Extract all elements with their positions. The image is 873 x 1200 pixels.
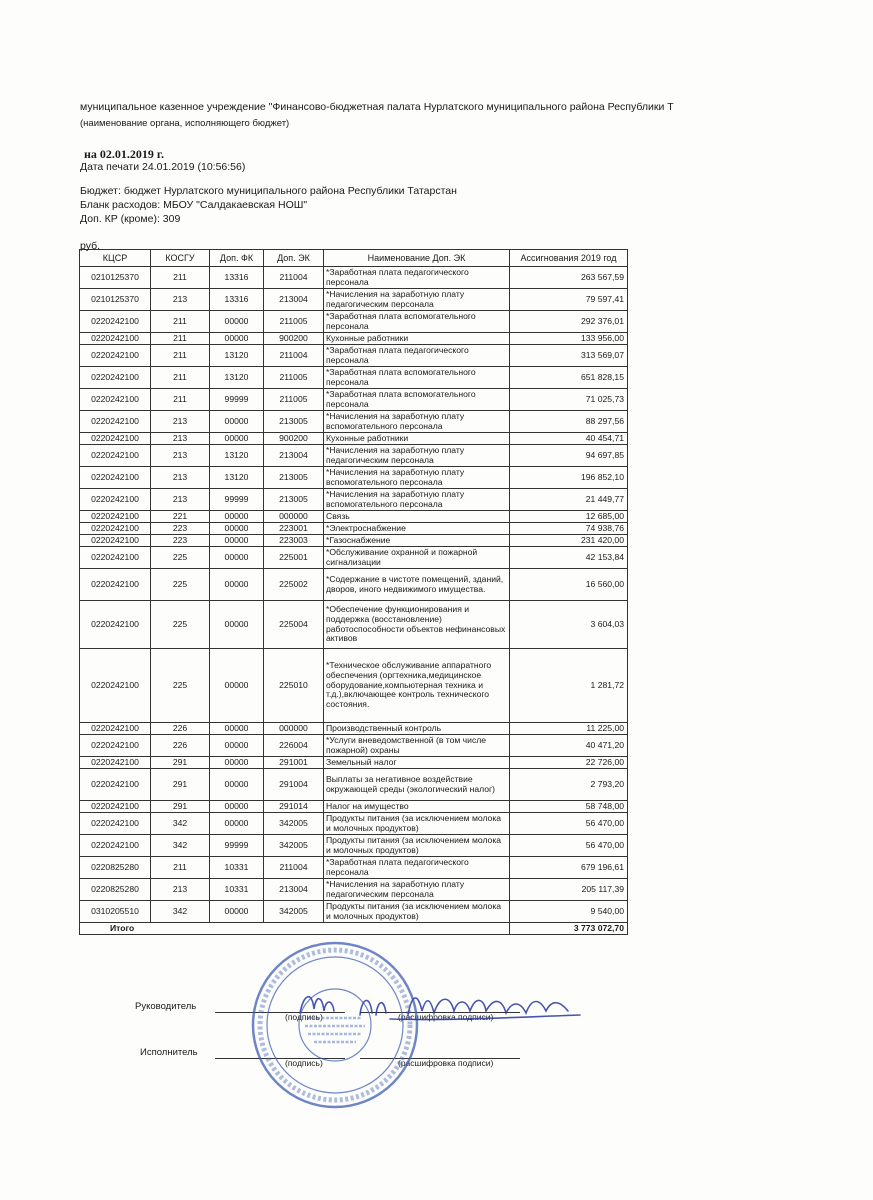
report-date: на 02.01.2019 г. <box>84 147 165 161</box>
cell-name: *Услуги вневедомственной (в том числе пожарной) охраны <box>324 735 510 757</box>
cell-kcsr: 0220242100 <box>80 445 151 467</box>
cell-dop-fk: 00000 <box>210 535 264 547</box>
cell-kosgu: 291 <box>151 757 210 769</box>
table-row <box>80 723 628 735</box>
cell-dop-ek: 213004 <box>264 445 324 467</box>
cell-dop-fk: 00000 <box>210 801 264 813</box>
cell-kosgu: 213 <box>151 467 210 489</box>
cell-dop-ek: 225001 <box>264 547 324 569</box>
col-kosgu: КОСГУ <box>151 250 210 267</box>
cell-kosgu: 342 <box>151 813 210 835</box>
cell-dop-fk: 99999 <box>210 835 264 857</box>
table-row <box>80 601 628 649</box>
cell-dop-fk: 13120 <box>210 467 264 489</box>
official-seal <box>250 940 420 1110</box>
table-row <box>80 511 628 523</box>
cell-kcsr: 0220242100 <box>80 569 151 601</box>
cell-dop-fk: 00000 <box>210 569 264 601</box>
cell-kcsr: 0220242100 <box>80 813 151 835</box>
cell-dop-fk: 13316 <box>210 267 264 289</box>
table-row <box>80 489 628 511</box>
exec-decode-hint: (расшифровка подписи) <box>398 1058 494 1068</box>
cell-name: *Начисления на заработную плату педагогическим персонала <box>324 879 510 901</box>
cell-dop-fk: 13316 <box>210 289 264 311</box>
cell-amount: 205 117,39 <box>510 879 628 901</box>
cell-amount: 9 540,00 <box>510 901 628 923</box>
exec-sign-hint: (подпись) <box>285 1058 323 1068</box>
cell-kcsr: 0220242100 <box>80 333 151 345</box>
cell-dop-fk: 00000 <box>210 511 264 523</box>
cell-dop-fk: 00000 <box>210 601 264 649</box>
table-row <box>80 433 628 445</box>
org-name: муниципальное казенное учреждение "Финансово-бюджетная палата Нурлатского муниципального района Республики Т <box>80 101 674 113</box>
org-subtitle: (наименование органа, исполняющего бюджет) <box>80 118 290 129</box>
col-amount: Ассигнования 2019 год <box>510 250 628 267</box>
kr-line: Доп. КР (кроме): 309 <box>80 213 181 225</box>
table-row <box>80 879 628 901</box>
cell-name: *Начисления на заработную плату вспомогательного персонала <box>324 411 510 433</box>
cell-dop-fk: 13120 <box>210 345 264 367</box>
cell-name: Налог на имущество <box>324 801 510 813</box>
cell-kosgu: 221 <box>151 511 210 523</box>
cell-kosgu: 223 <box>151 535 210 547</box>
cell-kcsr: 0220242100 <box>80 411 151 433</box>
cell-kcsr: 0220825280 <box>80 879 151 901</box>
col-dop-fk: Доп. ФК <box>210 250 264 267</box>
total-value: 3 773 072,70 <box>510 923 628 935</box>
cell-amount: 3 604,03 <box>510 601 628 649</box>
cell-name: *Начисления на заработную плату вспомогательного персонала <box>324 489 510 511</box>
cell-amount: 292 376,01 <box>510 311 628 333</box>
cell-dop-ek: 213005 <box>264 489 324 511</box>
cell-amount: 79 597,41 <box>510 289 628 311</box>
cell-kcsr: 0220242100 <box>80 649 151 723</box>
cell-name: *Заработная плата вспомогательного персонала <box>324 389 510 411</box>
cell-name: *Заработная плата вспомогательного персонала <box>324 367 510 389</box>
cell-dop-fk: 00000 <box>210 523 264 535</box>
cell-kosgu: 211 <box>151 311 210 333</box>
table-row <box>80 901 628 923</box>
cell-name: *Содержание в чистоте помещений, зданий, дворов, иного недвижимого имущества. <box>324 569 510 601</box>
cell-dop-ek: 291004 <box>264 769 324 801</box>
cell-kosgu: 225 <box>151 547 210 569</box>
cell-dop-ek: 213004 <box>264 879 324 901</box>
print-date: Дата печати 24.01.2019 (10:56:56) <box>80 161 246 173</box>
cell-kcsr: 0310205510 <box>80 901 151 923</box>
blank-line: Бланк расходов: МБОУ "Салдакаевская НОШ" <box>80 199 308 211</box>
cell-dop-ek: 223001 <box>264 523 324 535</box>
cell-dop-fk: 00000 <box>210 547 264 569</box>
cell-kcsr: 0220242100 <box>80 769 151 801</box>
cell-name: *Начисления на заработную плату педагогическим персонала <box>324 445 510 467</box>
cell-dop-fk: 00000 <box>210 433 264 445</box>
table-row <box>80 569 628 601</box>
cell-kcsr: 0220242100 <box>80 735 151 757</box>
cell-kosgu: 342 <box>151 835 210 857</box>
cell-kosgu: 211 <box>151 267 210 289</box>
cell-dop-ek: 342005 <box>264 901 324 923</box>
cell-kosgu: 211 <box>151 389 210 411</box>
cell-name: *Заработная плата педагогического персонала <box>324 857 510 879</box>
cell-kcsr: 0220242100 <box>80 433 151 445</box>
executor-label: Исполнитель <box>140 1047 198 1058</box>
appropriations-table <box>79 249 628 935</box>
handwritten-signature <box>290 985 590 1025</box>
cell-amount: 196 852,10 <box>510 467 628 489</box>
cell-dop-ek: 211004 <box>264 345 324 367</box>
cell-dop-fk: 10331 <box>210 879 264 901</box>
table-row <box>80 857 628 879</box>
cell-kcsr: 0220242100 <box>80 523 151 535</box>
cell-kosgu: 226 <box>151 723 210 735</box>
cell-amount: 263 567,59 <box>510 267 628 289</box>
cell-kosgu: 213 <box>151 433 210 445</box>
table-row <box>80 835 628 857</box>
table-row <box>80 289 628 311</box>
cell-kosgu: 291 <box>151 769 210 801</box>
table-row <box>80 267 628 289</box>
table-row <box>80 333 628 345</box>
cell-kcsr: 0220242100 <box>80 389 151 411</box>
cell-amount: 58 748,00 <box>510 801 628 813</box>
cell-amount: 74 938,76 <box>510 523 628 535</box>
table-row <box>80 535 628 547</box>
cell-name: Производственный контроль <box>324 723 510 735</box>
cell-dop-fk: 13120 <box>210 367 264 389</box>
cell-name: Связь <box>324 511 510 523</box>
cell-dop-ek: 342005 <box>264 813 324 835</box>
cell-dop-ek: 291014 <box>264 801 324 813</box>
cell-amount: 56 470,00 <box>510 813 628 835</box>
table-row <box>80 345 628 367</box>
cell-amount: 40 454,71 <box>510 433 628 445</box>
cell-kcsr: 0220242100 <box>80 757 151 769</box>
cell-dop-ek: 342005 <box>264 835 324 857</box>
table-header <box>80 250 628 267</box>
cell-amount: 40 471,20 <box>510 735 628 757</box>
cell-amount: 22 726,00 <box>510 757 628 769</box>
cell-amount: 56 470,00 <box>510 835 628 857</box>
cell-dop-ek: 213004 <box>264 289 324 311</box>
table-row <box>80 649 628 723</box>
table-row <box>80 467 628 489</box>
cell-amount: 651 828,15 <box>510 367 628 389</box>
cell-kcsr: 0220242100 <box>80 801 151 813</box>
cell-name: *Газоснабжение <box>324 535 510 547</box>
cell-kcsr: 0220242100 <box>80 723 151 735</box>
cell-dop-ek: 223003 <box>264 535 324 547</box>
cell-kcsr: 0220242100 <box>80 535 151 547</box>
table-row <box>80 311 628 333</box>
col-kcsr: КЦСР <box>80 250 151 267</box>
cell-name: Продукты питания (за исключением молока и молочных продуктов) <box>324 901 510 923</box>
cell-name: Кухонные работники <box>324 333 510 345</box>
cell-name: Выплаты за негативное воздействие окружающей среды (экологический налог) <box>324 769 510 801</box>
cell-kosgu: 225 <box>151 649 210 723</box>
cell-dop-fk: 00000 <box>210 723 264 735</box>
budget-line: Бюджет: бюджет Нурлатского муниципального района Республики Татарстан <box>80 185 457 197</box>
cell-kcsr: 0220242100 <box>80 467 151 489</box>
cell-name: *Техническое обслуживание аппаратного обеспечения (оргтехника,медицинское оборудование,компьютерная техника и т.д.),включающее контроль технического состояния. <box>324 649 510 723</box>
cell-dop-fk: 99999 <box>210 489 264 511</box>
cell-name: *Начисления на заработную плату педагогическим персонала <box>324 289 510 311</box>
cell-dop-fk: 00000 <box>210 901 264 923</box>
cell-name: *Обеспечение функционирования и поддержка (восстановление) работоспособности объектов нефинансовых активов <box>324 601 510 649</box>
cell-dop-fk: 13120 <box>210 445 264 467</box>
cell-amount: 1 281,72 <box>510 649 628 723</box>
cell-amount: 313 569,07 <box>510 345 628 367</box>
cell-kosgu: 213 <box>151 489 210 511</box>
cell-kosgu: 225 <box>151 601 210 649</box>
cell-dop-ek: 226004 <box>264 735 324 757</box>
table-row <box>80 367 628 389</box>
cell-dop-fk: 99999 <box>210 389 264 411</box>
cell-kcsr: 0220242100 <box>80 601 151 649</box>
table-row <box>80 801 628 813</box>
cell-kcsr: 0220825280 <box>80 857 151 879</box>
table-row <box>80 523 628 535</box>
cell-kosgu: 213 <box>151 289 210 311</box>
cell-dop-fk: 00000 <box>210 411 264 433</box>
cell-dop-ek: 000000 <box>264 511 324 523</box>
unit-label: руб. <box>80 240 101 252</box>
cell-amount: 71 025,73 <box>510 389 628 411</box>
cell-dop-ek: 225010 <box>264 649 324 723</box>
cell-dop-fk: 00000 <box>210 769 264 801</box>
cell-amount: 11 225,00 <box>510 723 628 735</box>
cell-dop-fk: 10331 <box>210 857 264 879</box>
cell-kosgu: 225 <box>151 569 210 601</box>
cell-dop-fk: 00000 <box>210 813 264 835</box>
cell-kosgu: 223 <box>151 523 210 535</box>
cell-dop-fk: 00000 <box>210 735 264 757</box>
cell-kcsr: 0210125370 <box>80 267 151 289</box>
table-row <box>80 411 628 433</box>
cell-dop-ek: 291001 <box>264 757 324 769</box>
cell-dop-fk: 00000 <box>210 311 264 333</box>
cell-amount: 88 297,56 <box>510 411 628 433</box>
total-row <box>80 923 628 935</box>
head-label: Руководитель <box>135 1001 197 1012</box>
cell-dop-ek: 211004 <box>264 267 324 289</box>
cell-kosgu: 211 <box>151 367 210 389</box>
cell-name: *Начисления на заработную плату вспомогательного персонала <box>324 467 510 489</box>
cell-name: Земельный налог <box>324 757 510 769</box>
cell-kcsr: 0220242100 <box>80 489 151 511</box>
head-sign-hint: (подпись) <box>285 1012 323 1022</box>
cell-name: Продукты питания (за исключением молока и молочных продуктов) <box>324 813 510 835</box>
cell-amount: 231 420,00 <box>510 535 628 547</box>
cell-kosgu: 211 <box>151 333 210 345</box>
cell-name: Кухонные работники <box>324 433 510 445</box>
cell-amount: 42 153,84 <box>510 547 628 569</box>
cell-amount: 16 560,00 <box>510 569 628 601</box>
table-row <box>80 757 628 769</box>
cell-kcsr: 0220242100 <box>80 835 151 857</box>
cell-name: Продукты питания (за исключением молока и молочных продуктов) <box>324 835 510 857</box>
cell-kosgu: 211 <box>151 345 210 367</box>
col-name: Наименование Доп. ЭК <box>324 250 510 267</box>
total-label: Итого <box>80 923 510 935</box>
cell-kcsr: 0220242100 <box>80 345 151 367</box>
cell-amount: 679 196,61 <box>510 857 628 879</box>
cell-kosgu: 213 <box>151 411 210 433</box>
head-decode-hint: (расшифровка подписи) <box>398 1012 494 1022</box>
cell-name: *Обслуживание охранной и пожарной сигнализации <box>324 547 510 569</box>
cell-dop-fk: 00000 <box>210 649 264 723</box>
cell-dop-ek: 225002 <box>264 569 324 601</box>
cell-kosgu: 291 <box>151 801 210 813</box>
cell-dop-ek: 211004 <box>264 857 324 879</box>
cell-amount: 2 793,20 <box>510 769 628 801</box>
cell-kcsr: 0220242100 <box>80 311 151 333</box>
cell-name: *Электроснабжение <box>324 523 510 535</box>
cell-name: *Заработная плата вспомогательного персонала <box>324 311 510 333</box>
table-row <box>80 445 628 467</box>
cell-dop-ek: 213005 <box>264 411 324 433</box>
cell-kcsr: 0220242100 <box>80 547 151 569</box>
cell-name: *Заработная плата педагогического персонала <box>324 345 510 367</box>
cell-kcsr: 0220242100 <box>80 367 151 389</box>
cell-dop-ek: 211005 <box>264 367 324 389</box>
cell-kosgu: 226 <box>151 735 210 757</box>
cell-dop-ek: 211005 <box>264 389 324 411</box>
cell-dop-ek: 225004 <box>264 601 324 649</box>
cell-dop-ek: 000000 <box>264 723 324 735</box>
cell-amount: 12 685,00 <box>510 511 628 523</box>
cell-kcsr: 0220242100 <box>80 511 151 523</box>
cell-kosgu: 213 <box>151 445 210 467</box>
cell-dop-ek: 213005 <box>264 467 324 489</box>
table-row <box>80 735 628 757</box>
cell-kosgu: 213 <box>151 879 210 901</box>
cell-dop-ek: 211005 <box>264 311 324 333</box>
col-dop-ek: Доп. ЭК <box>264 250 324 267</box>
table-row <box>80 389 628 411</box>
cell-dop-fk: 00000 <box>210 757 264 769</box>
cell-kosgu: 342 <box>151 901 210 923</box>
cell-amount: 21 449,77 <box>510 489 628 511</box>
cell-dop-fk: 00000 <box>210 333 264 345</box>
table-row <box>80 547 628 569</box>
cell-amount: 94 697,85 <box>510 445 628 467</box>
cell-kosgu: 211 <box>151 857 210 879</box>
cell-dop-ek: 900200 <box>264 333 324 345</box>
cell-name: *Заработная плата педагогического персонала <box>324 267 510 289</box>
cell-kcsr: 0210125370 <box>80 289 151 311</box>
cell-dop-ek: 900200 <box>264 433 324 445</box>
cell-amount: 133 956,00 <box>510 333 628 345</box>
table-row <box>80 813 628 835</box>
table-row <box>80 769 628 801</box>
